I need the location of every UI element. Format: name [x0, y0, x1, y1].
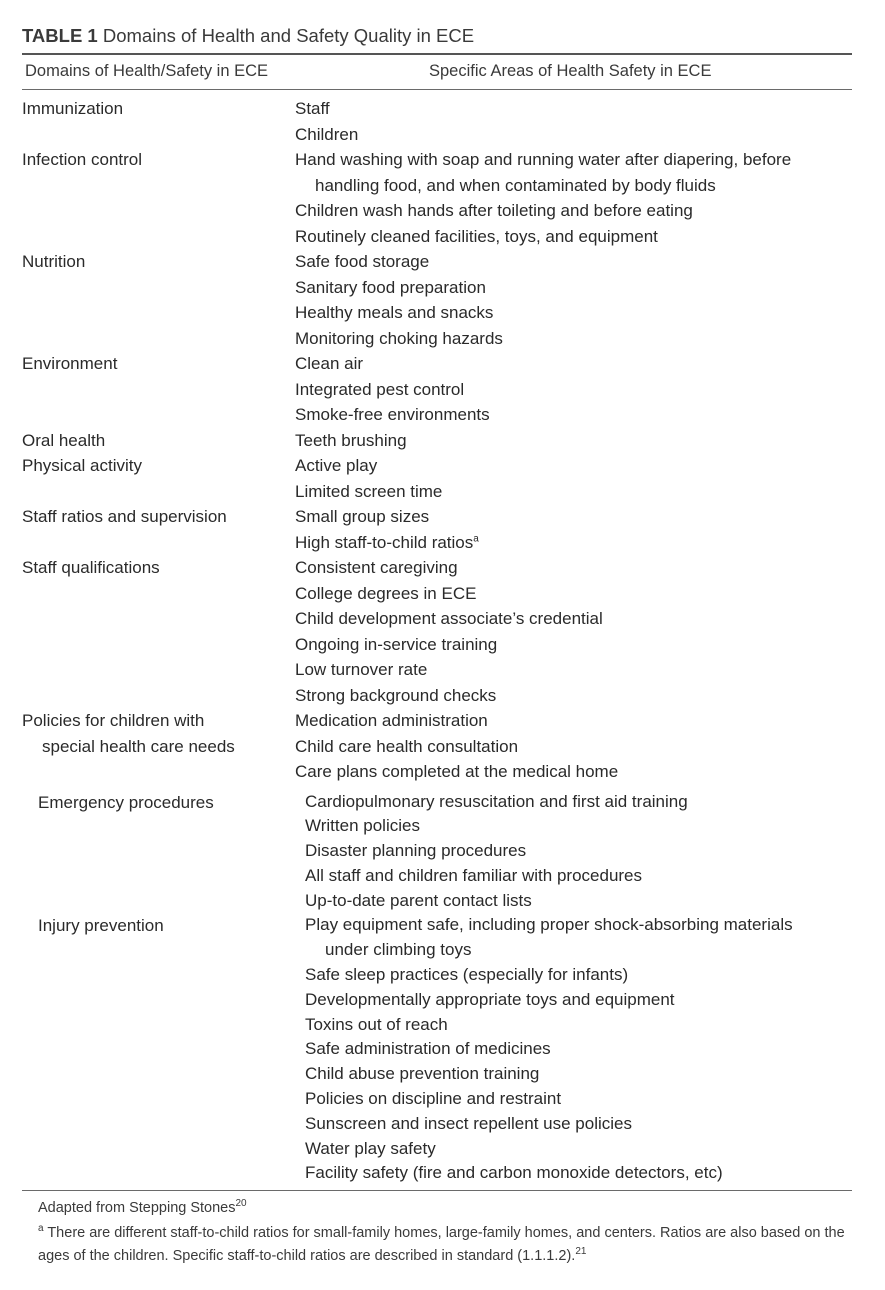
list-item — [305, 1037, 885, 1062]
column-header-areas: Specific Areas of Health Safety in ECE — [429, 62, 712, 80]
domain-label: Injury prevention — [38, 916, 164, 936]
list-item — [295, 96, 885, 122]
areas-cell — [295, 96, 885, 147]
list-item — [305, 913, 885, 963]
areas-cell — [295, 555, 885, 708]
list-item — [295, 122, 885, 148]
area-text: Care plans completed at the medical home — [295, 762, 619, 781]
area-text: Hand washing with soap and running water after diapering, before — [295, 150, 792, 169]
domain-cell — [38, 790, 214, 816]
table-title — [22, 25, 474, 47]
areas-cell — [295, 453, 885, 504]
footnote-ref: 21 — [575, 1246, 587, 1258]
list-item — [305, 1137, 885, 1162]
list-item — [295, 300, 885, 326]
domain-cell — [22, 351, 117, 377]
domain-label: Staff qualifications — [22, 558, 160, 577]
list-item — [295, 657, 885, 683]
list-item — [295, 428, 885, 454]
area-text: Written policies — [305, 816, 420, 836]
domain-cell — [22, 453, 142, 479]
domain-label: Oral health — [22, 430, 106, 450]
domain-cell — [22, 147, 142, 173]
area-text: Disaster planning procedures — [305, 841, 527, 861]
area-text-continued: under climbing toys — [325, 940, 472, 960]
domain-label: Staff ratios and supervision — [22, 507, 227, 526]
table-row — [0, 708, 885, 785]
domain-cell — [22, 504, 227, 530]
list-item — [305, 790, 885, 815]
list-item — [295, 198, 885, 224]
area-text: Child care health consultation — [295, 736, 519, 756]
source-note-ref: 20 — [235, 1198, 247, 1210]
list-item — [295, 275, 885, 301]
areas-cell — [295, 147, 885, 249]
area-text: Smoke-free environments — [295, 405, 490, 424]
list-item — [305, 963, 885, 988]
area-text-continued: handling food, and when contaminated by body fluids — [315, 175, 716, 195]
list-item — [295, 581, 885, 607]
footnote-marker: a — [473, 532, 479, 544]
domain-label: Environment — [22, 354, 118, 373]
list-item — [295, 708, 885, 734]
list-item — [295, 351, 885, 377]
table-row — [0, 96, 885, 147]
list-item — [295, 249, 885, 275]
area-text: Limited screen time — [295, 481, 443, 501]
area-text: College degrees in ECE — [295, 583, 477, 603]
top-rule — [22, 53, 852, 55]
area-text: Developmentally appropriate toys and equipment — [305, 989, 675, 1009]
area-text: Healthy meals and snacks — [295, 303, 494, 322]
area-text: Small group sizes — [295, 507, 430, 526]
area-text: Sunscreen and insect repellent use policies — [305, 1113, 632, 1133]
list-item — [305, 988, 885, 1013]
area-text: Active play — [295, 456, 378, 475]
area-text: High staff-to-child ratios — [295, 532, 474, 552]
list-item — [305, 1087, 885, 1112]
area-text: Safe administration of medicines — [305, 1039, 551, 1059]
areas-cell — [295, 249, 885, 351]
area-text: Strong background checks — [295, 685, 497, 705]
domain-label: Emergency procedures — [38, 792, 214, 812]
areas-cell — [295, 351, 885, 428]
table-label: TABLE 1 — [22, 25, 98, 46]
domain-cell — [22, 428, 105, 454]
area-text: Medication administration — [295, 711, 488, 730]
areas-cell — [295, 428, 885, 454]
table-row — [0, 147, 885, 249]
footnote-mark: a — [38, 1223, 44, 1235]
list-item — [295, 224, 885, 250]
list-item — [305, 814, 885, 839]
area-text: Children wash hands after toileting and before eating — [295, 201, 693, 220]
list-item — [295, 402, 885, 428]
domain-cell — [22, 555, 160, 581]
source-note-text: Adapted from Stepping Stones — [38, 1200, 236, 1216]
area-text: Clean air — [295, 354, 364, 373]
bottom-rule — [22, 1190, 852, 1191]
areas-cell — [295, 504, 885, 555]
areas-cell — [305, 790, 885, 914]
list-item — [305, 864, 885, 889]
footnote-text: There are different staff-to-child ratios for small-family homes, large-family homes, and centers. Ratios are also based on the ages of the children. Specific staff-to-child ratios are described in standard (1.1.1.2). — [38, 1225, 845, 1264]
area-text: Up-to-date parent contact lists — [305, 890, 532, 910]
list-item — [295, 530, 885, 556]
table-row — [0, 504, 885, 555]
list-item — [295, 759, 885, 785]
area-text: Child development associate’s credential — [295, 609, 603, 628]
footnote — [38, 1222, 858, 1268]
area-text: Children — [295, 124, 359, 144]
list-item — [305, 1112, 885, 1137]
areas-cell — [305, 913, 885, 1186]
list-item — [295, 326, 885, 352]
domain-label-continued: special health care needs — [42, 736, 235, 756]
list-item — [305, 889, 885, 914]
area-text: Policies on discipline and restraint — [305, 1089, 562, 1109]
source-note — [38, 1200, 247, 1216]
table-title-text: Domains of Health and Safety Quality in ECE — [102, 25, 475, 46]
list-item — [295, 479, 885, 505]
table-row — [0, 790, 885, 914]
list-item — [295, 377, 885, 403]
domain-cell — [38, 913, 164, 939]
table-body — [0, 96, 885, 1186]
area-text: Teeth brushing — [295, 430, 407, 450]
table-row — [0, 428, 885, 454]
area-text: Child abuse prevention training — [305, 1064, 540, 1084]
column-header-domains: Domains of Health/Safety in ECE — [25, 62, 269, 80]
domain-label: Physical activity — [22, 456, 142, 475]
area-text: Low turnover rate — [295, 660, 428, 679]
list-item — [295, 683, 885, 709]
domain-label: Immunization — [22, 99, 124, 118]
area-text: Consistent caregiving — [295, 558, 458, 577]
area-text: Safe sleep practices (especially for infants) — [305, 965, 629, 985]
table-row — [0, 453, 885, 504]
list-item — [295, 555, 885, 581]
area-text: Safe food storage — [295, 252, 430, 271]
area-text: Routinely cleaned facilities, toys, and equipment — [295, 226, 658, 246]
list-item — [305, 839, 885, 864]
area-text: Integrated pest control — [295, 379, 465, 399]
area-text: All staff and children familiar with procedures — [305, 865, 643, 885]
area-text: Play equipment safe, including proper shock-absorbing materials — [305, 915, 793, 935]
table-row — [0, 913, 885, 1186]
area-text: Monitoring choking hazards — [295, 328, 503, 348]
list-item — [295, 606, 885, 632]
domain-cell — [22, 708, 235, 759]
table-row — [0, 249, 885, 351]
header-rule — [22, 89, 852, 90]
domain-label: Policies for children with — [22, 711, 205, 730]
domain-label: Infection control — [22, 150, 143, 169]
table-row — [0, 351, 885, 428]
areas-cell — [295, 708, 885, 785]
list-item — [305, 1161, 885, 1186]
domain-label: Nutrition — [22, 252, 86, 271]
area-text: Water play safety — [305, 1138, 436, 1158]
area-text: Toxins out of reach — [305, 1014, 448, 1034]
area-text: Facility safety (fire and carbon monoxide detectors, etc) — [305, 1163, 723, 1183]
list-item — [295, 734, 885, 760]
table-row — [0, 555, 885, 708]
list-item — [295, 632, 885, 658]
list-item — [295, 147, 885, 198]
area-text: Ongoing in-service training — [295, 634, 498, 654]
list-item — [295, 504, 885, 530]
domain-cell — [22, 96, 123, 122]
list-item — [305, 1013, 885, 1038]
area-text: Cardiopulmonary resuscitation and first aid training — [305, 791, 688, 811]
domain-cell — [22, 249, 85, 275]
area-text: Staff — [295, 99, 330, 118]
list-item — [295, 453, 885, 479]
area-text: Sanitary food preparation — [295, 277, 486, 297]
list-item — [305, 1062, 885, 1087]
